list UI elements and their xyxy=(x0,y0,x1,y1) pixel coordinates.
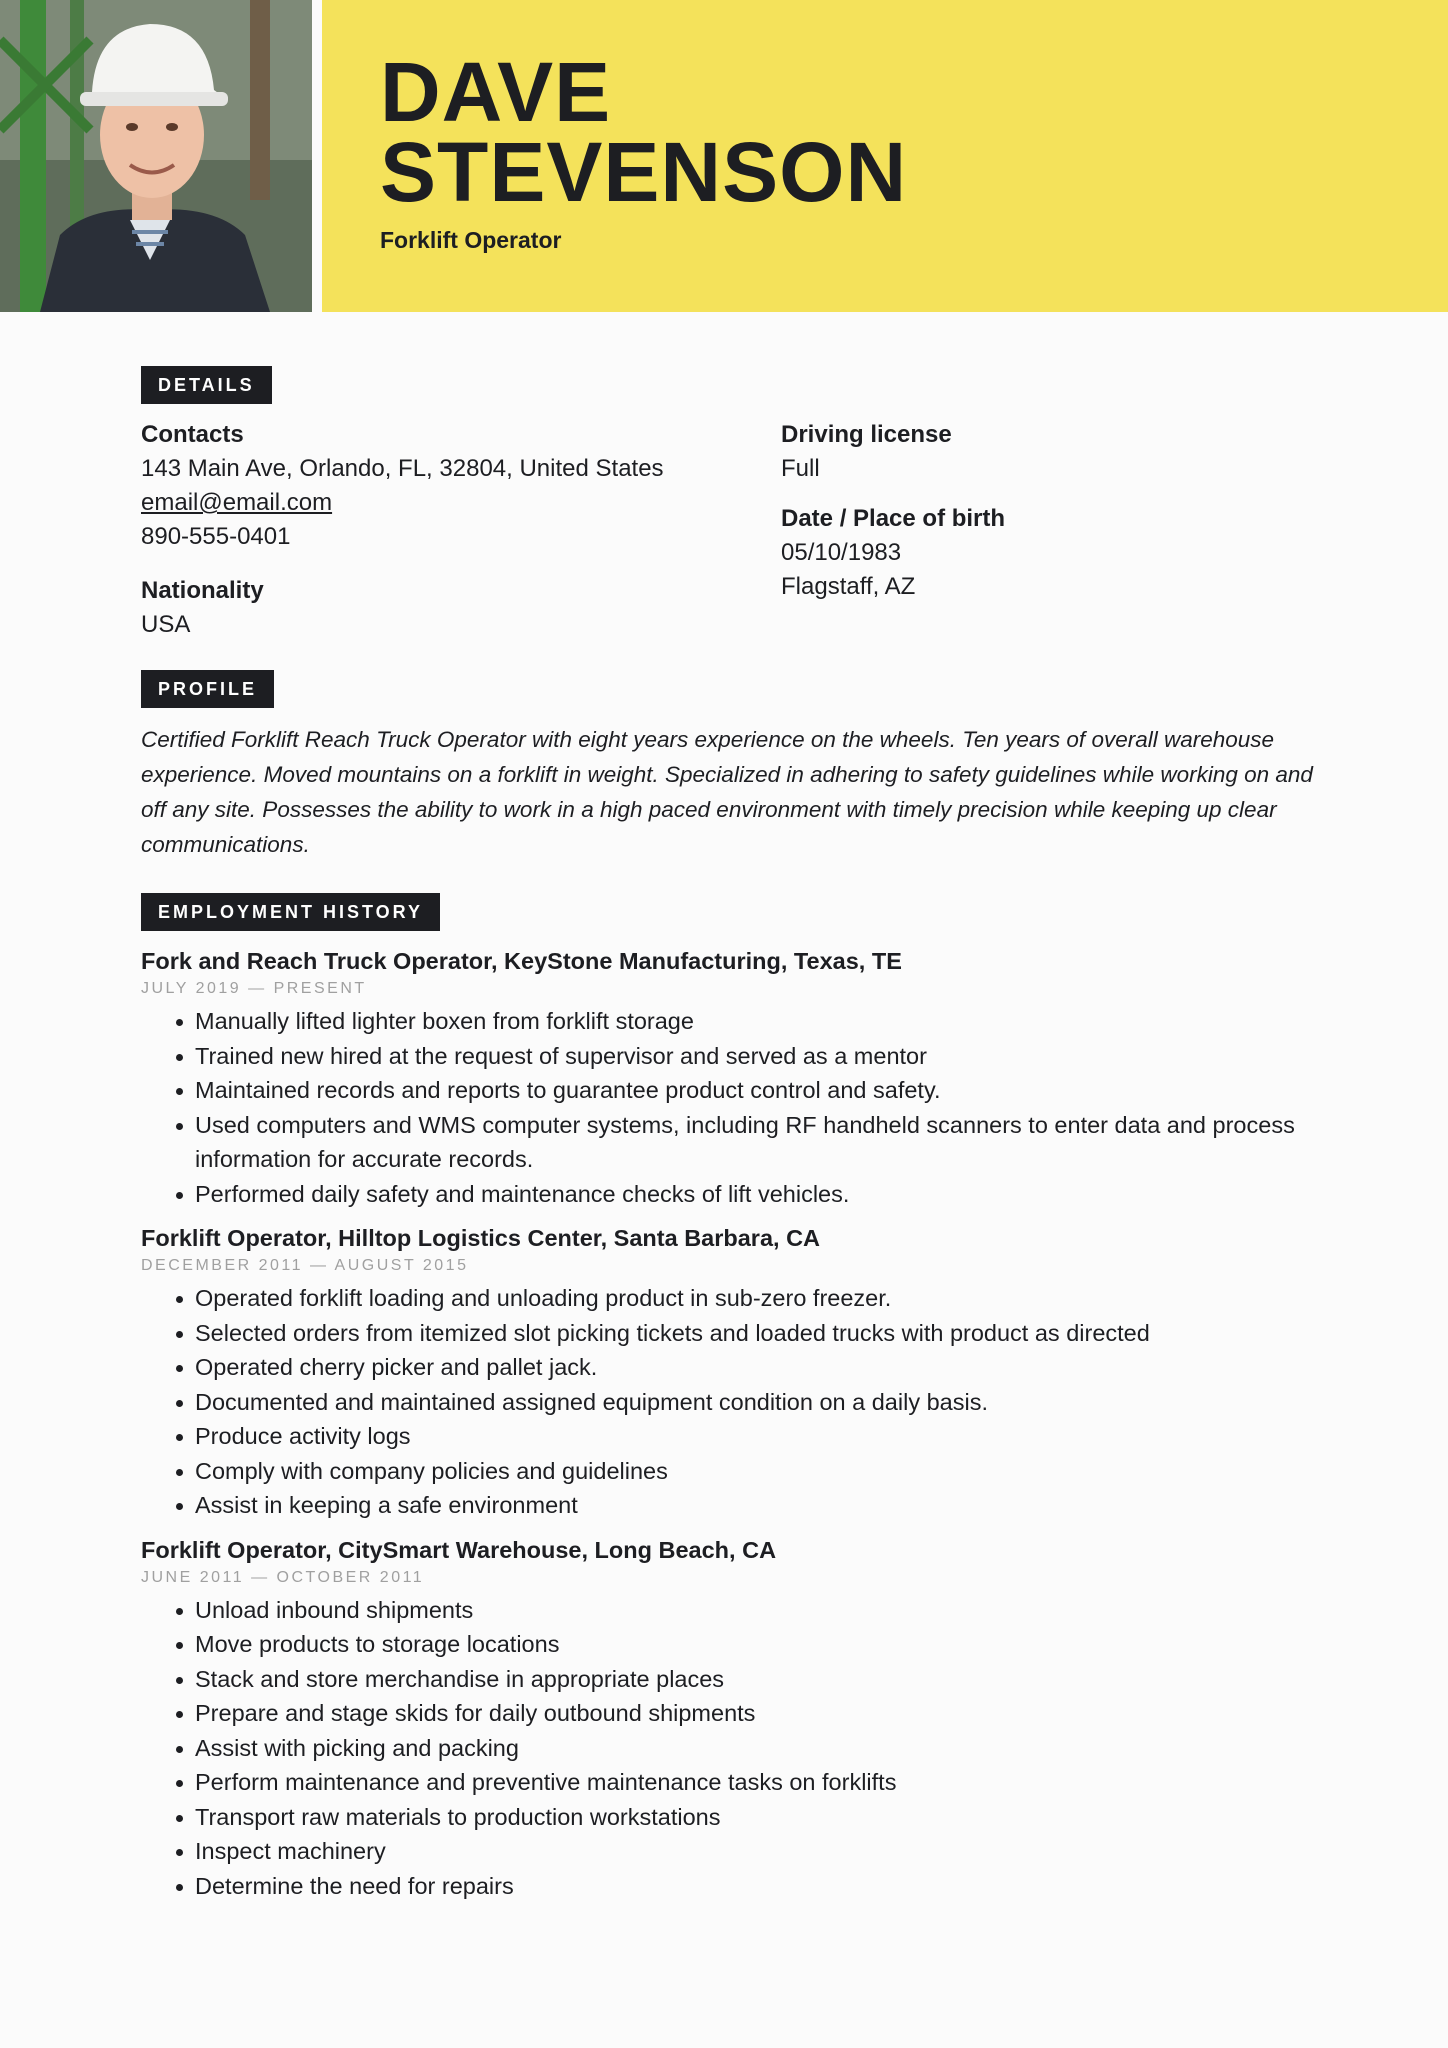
candidate-name xyxy=(380,45,908,219)
list-item: Unload inbound shipments xyxy=(141,1593,1321,1628)
birth-date: 05/10/1983 xyxy=(781,539,902,566)
job-heading: Forklift Operator, Hilltop Logistics Center, Santa Barbara, CA xyxy=(141,1225,821,1251)
list-item: Prepare and stage skids for daily outbound shipments xyxy=(141,1696,1321,1731)
job-dates: JULY 2019 — PRESENT xyxy=(141,980,367,997)
list-item: Determine the need for repairs xyxy=(141,1869,1321,1904)
section-details-label: DETAILS xyxy=(141,366,272,404)
list-item: Manually lifted lighter boxen from forklift storage xyxy=(141,1004,1321,1039)
list-item: Trained new hired at the request of supervisor and served as a mentor xyxy=(141,1039,1321,1074)
details-right-column xyxy=(781,418,1005,604)
profile-summary: Certified Forklift Reach Truck Operator with eight years experience on the wheels. Ten years of overall warehouse experience. Moved mountains on a forklift in weight. Specialized in adhering to safety guidelines while working on and off any site. Possesses the ability to work in a high paced environment with timely precision while keeping up clear communications. xyxy=(141,727,1313,857)
birth-label: Date / Place of birth xyxy=(781,505,1006,532)
list-item: Transport raw materials to production workstations xyxy=(141,1800,1321,1835)
list-item: Used computers and WMS computer systems, including RF handheld scanners to enter data and process information for accurate records. xyxy=(141,1108,1321,1177)
job-dates: JUNE 2011 — OCTOBER 2011 xyxy=(141,1568,425,1586)
list-item: Perform maintenance and preventive maintenance tasks on forklifts xyxy=(141,1765,1321,1800)
list-item: Assist with picking and packing xyxy=(141,1731,1321,1766)
first-name: DAVE xyxy=(380,45,612,139)
list-item: Selected orders from itemized slot picking tickets and loaded trucks with product as directed xyxy=(141,1316,1321,1351)
email-link[interactable]: email@email.com xyxy=(141,489,333,516)
license-label: Driving license xyxy=(781,421,952,448)
list-item: Stack and store merchandise in appropriate places xyxy=(141,1662,1321,1697)
nationality: USA xyxy=(141,611,191,638)
list-item: Maintained records and reports to guarantee product control and safety. xyxy=(141,1073,1321,1108)
list-item: Documented and maintained assigned equipment condition on a daily basis. xyxy=(141,1385,1321,1420)
employment-list xyxy=(141,944,1321,1913)
address: 143 Main Ave, Orlando, FL, 32804, United States xyxy=(141,455,664,482)
list-item: Inspect machinery xyxy=(141,1834,1321,1869)
contacts-label: Contacts xyxy=(141,421,244,448)
list-item: Move products to storage locations xyxy=(141,1627,1321,1662)
job-heading: Forklift Operator, CitySmart Warehouse, Long Beach, CA xyxy=(141,1536,777,1563)
list-item: Assist in keeping a safe environment xyxy=(141,1488,1321,1523)
job-entry xyxy=(141,1533,1321,1904)
section-employment-label: EMPLOYMENT HISTORY xyxy=(141,893,440,931)
section-profile-label: PROFILE xyxy=(141,670,274,708)
list-item: Operated forklift loading and unloading product in sub-zero freezer. xyxy=(141,1281,1321,1316)
job-entry xyxy=(141,944,1321,1211)
profile-photo xyxy=(0,0,312,312)
details-left-column xyxy=(141,418,664,642)
job-dates: DECEMBER 2011 — AUGUST 2015 xyxy=(141,1257,469,1274)
phone: 890-555-0401 xyxy=(141,523,291,550)
list-item: Performed daily safety and maintenance checks of lift vehicles. xyxy=(141,1177,1321,1212)
job-entry xyxy=(141,1221,1321,1523)
license: Full xyxy=(781,455,820,482)
job-title: Forklift Operator xyxy=(380,227,562,253)
job-bullets xyxy=(141,1004,1321,1211)
list-item: Comply with company policies and guidelines xyxy=(141,1454,1321,1489)
list-item: Produce activity logs xyxy=(141,1419,1321,1454)
nationality-label: Nationality xyxy=(141,577,264,604)
job-bullets xyxy=(141,1281,1321,1523)
job-heading: Fork and Reach Truck Operator, KeyStone Manufacturing, Texas, TE xyxy=(141,948,902,974)
job-bullets xyxy=(141,1593,1321,1904)
last-name: STEVENSON xyxy=(380,125,908,219)
list-item: Operated cherry picker and pallet jack. xyxy=(141,1350,1321,1385)
birth-place: Flagstaff, AZ xyxy=(781,573,916,600)
